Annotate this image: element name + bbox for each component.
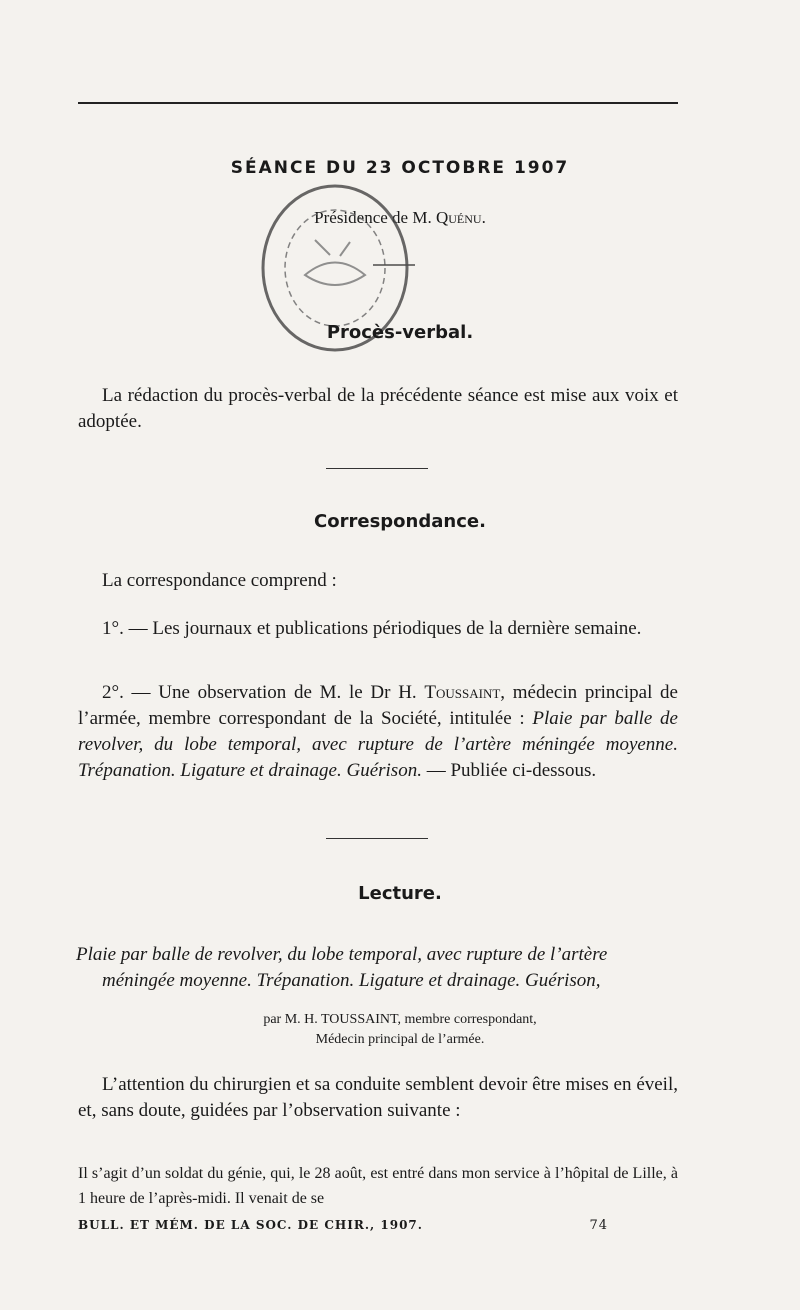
page-footer (78, 1218, 678, 1232)
correspondance-item-1: 1°. — Les journaux et publications périodiques de la dernière semaine. (102, 618, 642, 639)
separator-rule (326, 838, 428, 839)
lecture-title: Plaie par balle de revolver, du lobe temporal, avec rupture de l’artère méningée moyenne. Trépanation. Ligature et drainage. Guérison, (76, 944, 608, 991)
heading-proces-verbal: Procès-verbal. (326, 322, 474, 343)
author-line-1: par M. H. TOUSSAINT, membre correspondant, (263, 1012, 537, 1027)
presidency-prefix: Présidence de (314, 208, 409, 227)
lecture-paragraph-1: L’attention du chirurgien et sa conduite semblent devoir être mises en éveil, et, sans doute, guidées par l’observation suivante : (78, 1074, 678, 1121)
heading-correspondance: Correspondance. (314, 511, 486, 532)
heading-lecture: Lecture. (358, 883, 442, 904)
correspondance-intro: La correspondance comprend : (102, 570, 337, 591)
observation-title: Plaie par balle de revolver, du lobe temporal, avec rupture de l’artère méningée moyenne. Trépanation. Ligature et drainage. Guérison. (78, 708, 678, 781)
author-name: Toussaint (424, 682, 501, 703)
author-line-2: Médecin principal de l’armée. (315, 1032, 485, 1047)
correspondance-item-2: 2°. — Une observation de M. le Dr H. Toussaint, médecin principal de l’armée, membre correspondant de la Société, intitulée : Plaie par balle de revolver, du lobe temporal, avec rupture de l’artère méningée moyenne. Trépanation. Ligature et drainage. Guérison. — Publiée ci-dessous. (78, 682, 678, 781)
presidency-name: M. Quénu. (412, 208, 486, 227)
lecture-paragraph-2: Il s’agit d’un soldat du génie, qui, le 28 août, est entré dans mon service à l’hôpital de Lille, à 1 heure de l’après-midi. Il venait de se (78, 1165, 678, 1207)
page-number: 74 (589, 1218, 608, 1233)
top-rule (78, 102, 678, 104)
journal-reference: BULL. ET MÉM. DE LA SOC. DE CHIR., 1907. (78, 1218, 423, 1232)
separator-rule (326, 468, 428, 469)
session-title: SÉANCE DU 23 OCTOBRE 1907 (230, 158, 570, 178)
proces-verbal-text: La rédaction du procès-verbal de la précédente séance est mise aux voix et adoptée. (78, 385, 678, 432)
